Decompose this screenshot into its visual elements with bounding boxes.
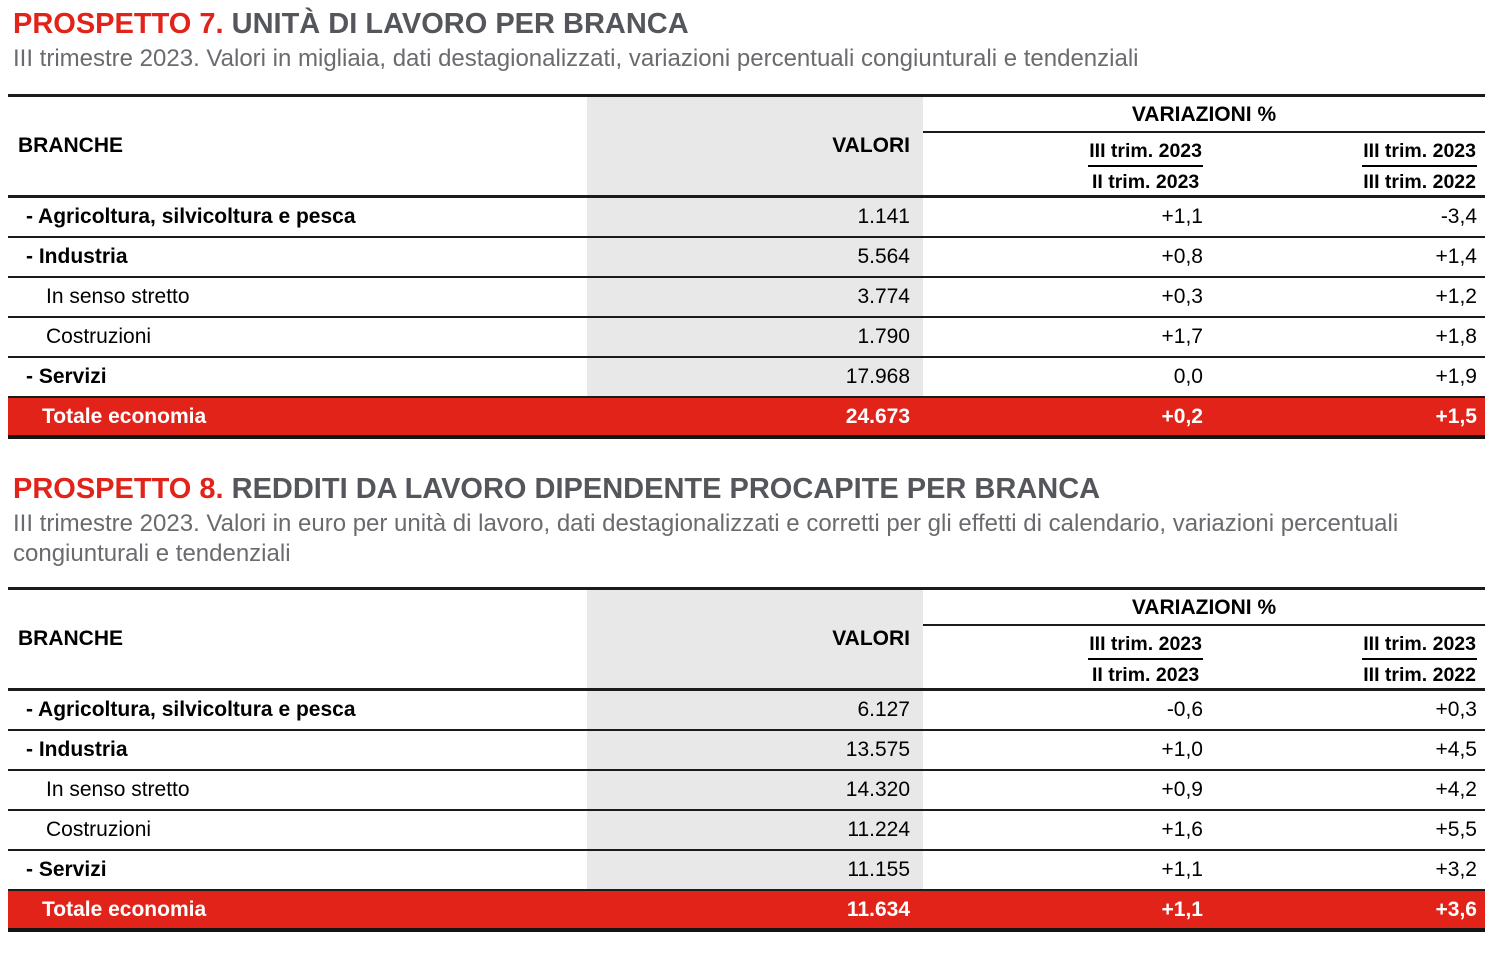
variazioni-header: VARIAZIONI % bbox=[923, 590, 1485, 626]
column-header-valori: VALORI bbox=[587, 97, 923, 195]
cell-var-congiunturale: +1,6 bbox=[1161, 818, 1203, 841]
prospetto-7-subtitle: III trimestre 2023. Valori in migliaia, dati destagionalizzati, variazioni percentuali congiunturali e tendenziali bbox=[13, 45, 1139, 72]
variation-numerator: III trim. 2023 bbox=[1362, 138, 1477, 167]
prospetto-7-table bbox=[8, 94, 1485, 439]
prospetto-8-title: REDDITI DA LAVORO DIPENDENTE PROCAPITE PER BRANCA bbox=[231, 473, 1101, 505]
variation-numerator: III trim. 2023 bbox=[1088, 138, 1203, 167]
table-header bbox=[8, 97, 1485, 198]
variazioni-header: VARIAZIONI % bbox=[923, 97, 1485, 133]
prospetto-8-table bbox=[8, 587, 1485, 932]
prospetto-8-section bbox=[8, 473, 1485, 932]
cell-var-tendenziale: +1,8 bbox=[1435, 325, 1477, 348]
variation-col-1-header bbox=[923, 133, 1210, 195]
variation-ratio bbox=[1362, 631, 1477, 688]
prospetto-7-section bbox=[8, 8, 1485, 439]
table-row bbox=[8, 278, 1485, 318]
cell-var-congiunturale: +0,2 bbox=[1161, 404, 1203, 428]
row-label: In senso stretto bbox=[46, 778, 190, 801]
variation-ratio bbox=[1362, 138, 1477, 195]
table-total-row bbox=[8, 398, 1485, 439]
table-header bbox=[8, 590, 1485, 691]
cell-valori: 6.127 bbox=[587, 691, 923, 729]
cell-valori: 13.575 bbox=[587, 731, 923, 769]
prospetto-7-title: UNITÀ DI LAVORO PER BRANCA bbox=[231, 8, 689, 40]
cell-var-tendenziale: +0,3 bbox=[1435, 698, 1477, 721]
table-row bbox=[8, 851, 1485, 891]
row-label: Costruzioni bbox=[46, 818, 152, 841]
cell-valori: 14.320 bbox=[587, 771, 923, 809]
prospetto-7-heading bbox=[13, 8, 1485, 40]
cell-valori: 3.774 bbox=[587, 278, 923, 316]
cell-var-congiunturale: +1,7 bbox=[1161, 325, 1203, 348]
variazioni-subheaders bbox=[923, 626, 1485, 688]
variation-denominator: II trim. 2023 bbox=[1091, 171, 1200, 193]
cell-var-congiunturale: +0,9 bbox=[1161, 778, 1203, 801]
table-row bbox=[8, 771, 1485, 811]
row-label: Totale economia bbox=[42, 897, 207, 921]
cell-var-tendenziale: -3,4 bbox=[1440, 205, 1477, 228]
table-total-row bbox=[8, 891, 1485, 932]
cell-valori: 17.968 bbox=[587, 358, 923, 396]
row-label: - Industria bbox=[26, 245, 128, 268]
cell-valori: 11.155 bbox=[587, 851, 923, 889]
table-row bbox=[8, 238, 1485, 278]
prospetto-8-subtitle: III trimestre 2023. Valori in euro per unità di lavoro, dati destagionalizzati e corretti per gli effetti di calendario, variazioni percentuali congiunturali e tendenziali bbox=[13, 510, 1399, 567]
cell-var-congiunturale: +0,8 bbox=[1161, 245, 1203, 268]
variation-ratio bbox=[1088, 138, 1203, 195]
cell-var-congiunturale: -0,6 bbox=[1166, 698, 1203, 721]
cell-var-tendenziale: +5,5 bbox=[1435, 818, 1477, 841]
cell-var-congiunturale: 0,0 bbox=[1173, 365, 1203, 388]
cell-valori: 11.224 bbox=[587, 811, 923, 849]
table-row bbox=[8, 318, 1485, 358]
cell-valori: 1.790 bbox=[587, 318, 923, 356]
cell-var-tendenziale: +3,2 bbox=[1435, 858, 1477, 881]
column-group-variazioni bbox=[923, 97, 1485, 195]
table-row bbox=[8, 691, 1485, 731]
column-header-valori: VALORI bbox=[587, 590, 923, 688]
table-row bbox=[8, 198, 1485, 238]
variation-numerator: III trim. 2023 bbox=[1088, 631, 1203, 660]
variation-numerator: III trim. 2023 bbox=[1362, 631, 1477, 660]
prospetto-8-label: PROSPETTO 8. bbox=[13, 473, 224, 505]
cell-var-congiunturale: +1,0 bbox=[1161, 738, 1203, 761]
column-header-branche: BRANCHE bbox=[18, 627, 123, 650]
column-header-branche: BRANCHE bbox=[18, 134, 123, 157]
variation-denominator: III trim. 2022 bbox=[1363, 171, 1476, 193]
cell-valori: 11.634 bbox=[846, 897, 910, 921]
variazioni-subheaders bbox=[923, 133, 1485, 195]
table-row bbox=[8, 731, 1485, 771]
row-label: - Servizi bbox=[26, 365, 107, 388]
variation-col-2-header bbox=[1210, 626, 1485, 688]
row-label: Costruzioni bbox=[46, 325, 152, 348]
column-group-variazioni bbox=[923, 590, 1485, 688]
variation-denominator: II trim. 2023 bbox=[1091, 664, 1200, 686]
cell-var-congiunturale: +0,3 bbox=[1161, 285, 1203, 308]
cell-var-tendenziale: +1,2 bbox=[1435, 285, 1477, 308]
cell-var-congiunturale: +1,1 bbox=[1161, 858, 1203, 881]
prospetto-7-label: PROSPETTO 7. bbox=[13, 8, 224, 40]
cell-var-tendenziale: +4,2 bbox=[1435, 778, 1477, 801]
cell-var-tendenziale: +1,4 bbox=[1435, 245, 1477, 268]
cell-var-tendenziale: +1,9 bbox=[1435, 365, 1477, 388]
variation-denominator: III trim. 2022 bbox=[1363, 664, 1476, 686]
variation-col-1-header bbox=[923, 626, 1210, 688]
cell-valori: 1.141 bbox=[587, 198, 923, 236]
variation-col-2-header bbox=[1210, 133, 1485, 195]
row-label: - Servizi bbox=[26, 858, 107, 881]
row-label: - Agricoltura, silvicoltura e pesca bbox=[26, 698, 356, 721]
cell-var-tendenziale: +4,5 bbox=[1435, 738, 1477, 761]
table-row bbox=[8, 358, 1485, 398]
cell-valori: 24.673 bbox=[845, 404, 910, 428]
row-label: - Industria bbox=[26, 738, 128, 761]
prospetto-8-heading bbox=[13, 473, 1485, 505]
cell-var-congiunturale: +1,1 bbox=[1161, 897, 1203, 921]
cell-var-congiunturale: +1,1 bbox=[1161, 205, 1203, 228]
row-label: In senso stretto bbox=[46, 285, 190, 308]
table-row bbox=[8, 811, 1485, 851]
row-label: Totale economia bbox=[42, 404, 207, 428]
cell-valori: 5.564 bbox=[587, 238, 923, 276]
variation-ratio bbox=[1088, 631, 1203, 688]
row-label: - Agricoltura, silvicoltura e pesca bbox=[26, 205, 356, 228]
cell-var-tendenziale: +1,5 bbox=[1435, 404, 1477, 428]
cell-var-tendenziale: +3,6 bbox=[1435, 897, 1477, 921]
